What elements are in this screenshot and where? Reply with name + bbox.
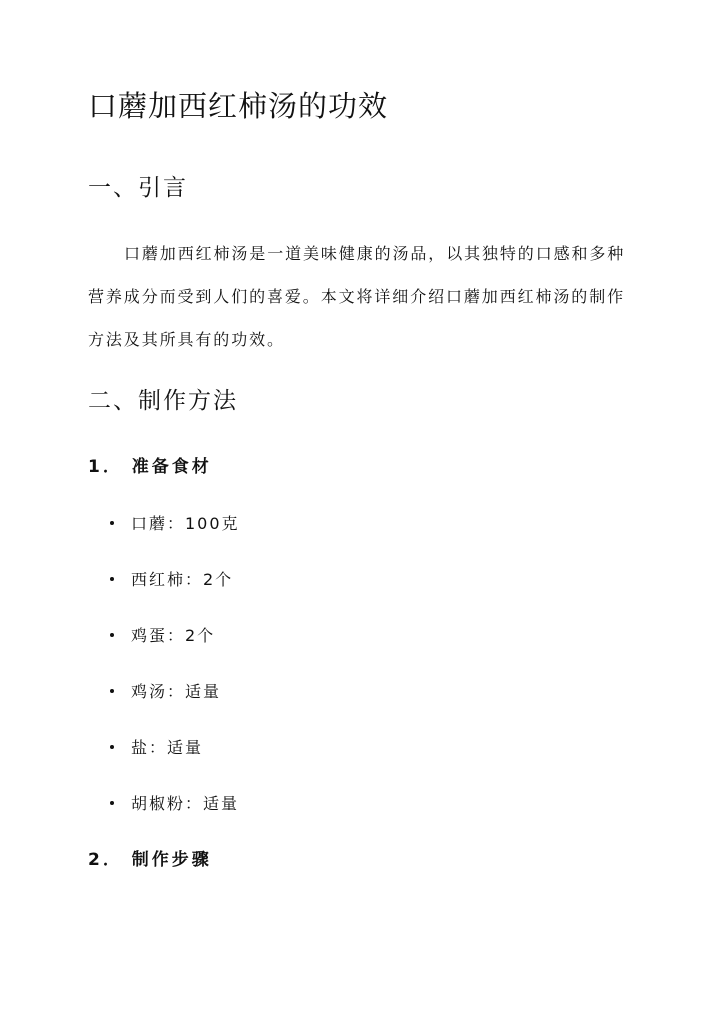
list-item xyxy=(0,622,400,678)
list-item xyxy=(0,790,400,846)
section-heading-intro: 一、引言 xyxy=(88,175,188,201)
subheading-ingredients: 1． 准备食材 xyxy=(88,457,212,477)
ingredient-list xyxy=(0,510,400,846)
ingredient-text: 口蘑：100克 xyxy=(131,514,240,533)
section-heading-method: 二、制作方法 xyxy=(88,388,238,414)
bullet-icon xyxy=(110,689,114,693)
list-item xyxy=(0,566,400,622)
ingredient-text: 盐：适量 xyxy=(131,738,204,757)
ingredient-text: 鸡蛋：2个 xyxy=(131,626,216,645)
list-item xyxy=(0,678,400,734)
ingredient-text: 西红柿：2个 xyxy=(131,570,234,589)
bullet-icon xyxy=(110,577,114,581)
bullet-icon xyxy=(110,801,114,805)
subheading-steps: 2． 制作步骤 xyxy=(88,850,212,870)
page-title: 口蘑加西红柿汤的功效 xyxy=(88,89,389,123)
ingredient-text: 鸡汤：适量 xyxy=(131,682,222,701)
list-item xyxy=(0,510,400,566)
intro-paragraph: 口蘑加西红柿汤是一道美味健康的汤品，以其独特的口感和多种营养成分而受到人们的喜爱。本文将详细介绍口蘑加西红柿汤的制作方法及其所具有的功效。 xyxy=(88,244,626,349)
list-item xyxy=(0,734,400,790)
bullet-icon xyxy=(110,745,114,749)
bullet-icon xyxy=(110,521,114,525)
bullet-icon xyxy=(110,633,114,637)
ingredient-text: 胡椒粉：适量 xyxy=(131,794,240,813)
